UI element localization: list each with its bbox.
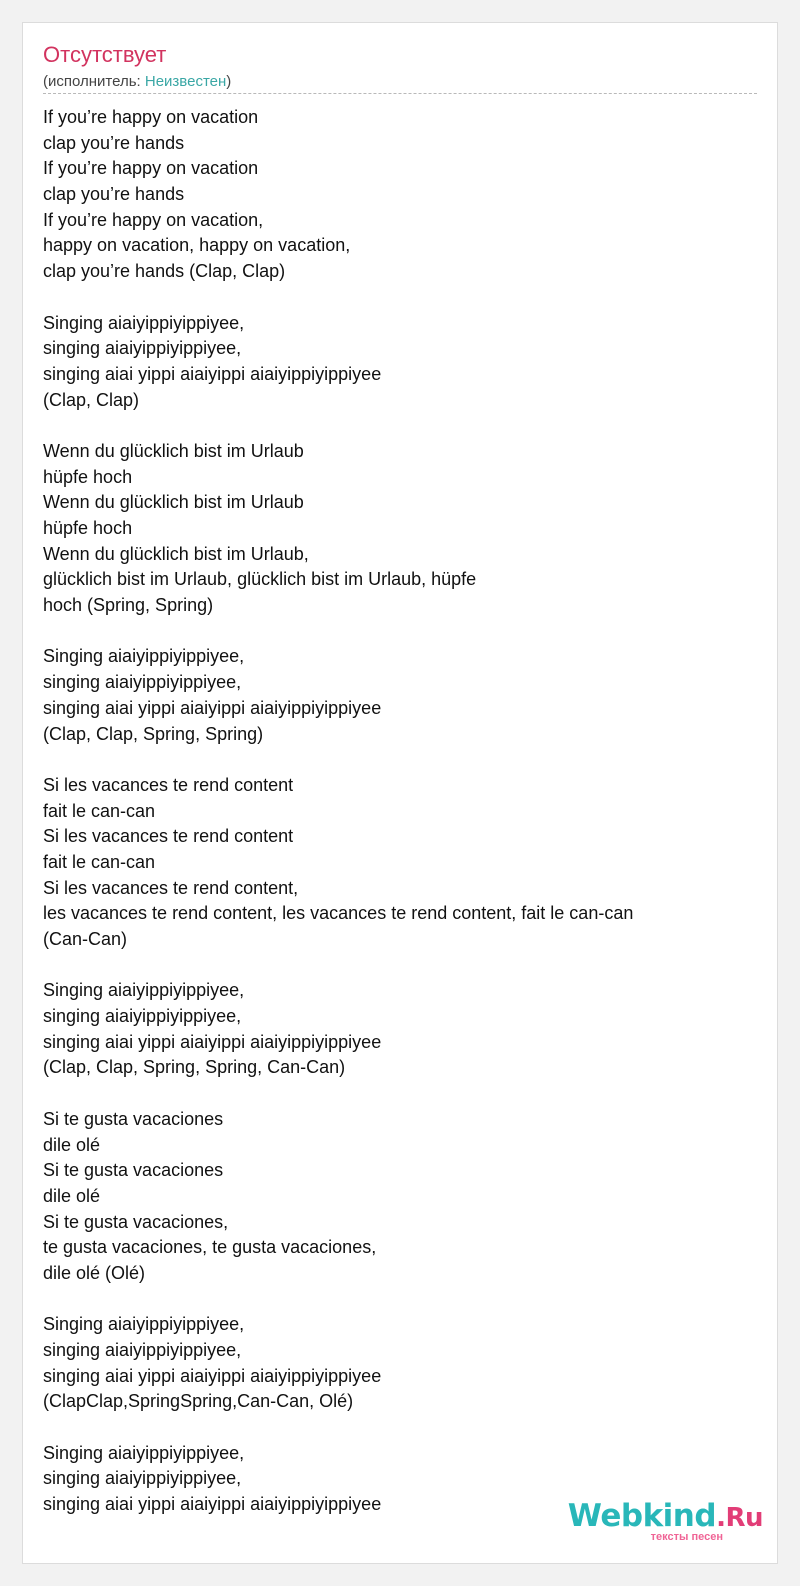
artist-suffix: ) xyxy=(226,73,232,90)
lyric-line: glücklich bist im Urlaub, glücklich bist im Urlaub, hüpfe xyxy=(43,569,477,590)
lyric-line: happy on vacation, happy on vacation, xyxy=(43,235,351,256)
lyric-line: (Clap, Clap, Spring, Spring, Can-Can) xyxy=(43,1057,346,1078)
lyric-line: singing aiai yippi aiaiyippi aiaiyippiyippiyee xyxy=(43,1494,382,1515)
lyric-line: Singing aiaiyippiyippiyee, xyxy=(43,980,245,1001)
lyric-line: singing aiaiyippiyippiyee, xyxy=(43,1340,242,1360)
stanza-break xyxy=(43,747,759,773)
lyric-line: Si te gusta vacaciones xyxy=(43,1108,224,1129)
stanza-break xyxy=(43,619,759,645)
lyric-line: Singing aiaiyippiyippiyee, xyxy=(43,1442,245,1463)
lyric-line: Si les vacances te rend content xyxy=(43,826,294,847)
lyric-line: les vacances te rend content, les vacances te rend content, fait le can-can xyxy=(43,903,634,924)
lyric-line: singing aiaiyippiyippiyee, xyxy=(43,1006,242,1027)
lyric-line: (Clap, Clap, Spring, Spring) xyxy=(43,723,264,744)
stanza-break xyxy=(43,953,759,979)
lyric-line: dile olé (Olé) xyxy=(43,1262,146,1283)
lyric-line: If you’re happy on vacation xyxy=(43,158,259,179)
stanza-break xyxy=(43,413,759,439)
artist-line xyxy=(43,73,231,91)
lyric-line: clap you’re hands xyxy=(43,132,185,153)
lyric-line: If you’re happy on vacation xyxy=(43,107,259,127)
lyrics-text xyxy=(43,105,759,1518)
lyric-line: If you’re happy on vacation, xyxy=(43,209,264,230)
lyric-line: Singing aiaiyippiyippiyee, xyxy=(43,646,245,667)
lyric-line: (ClapClap,SpringSpring,Can-Can, Olé) xyxy=(43,1391,354,1412)
lyric-line: singing aiai yippi aiaiyippi aiaiyippiyippiyee xyxy=(43,697,382,718)
song-title: Отсутствует xyxy=(43,42,167,67)
lyric-line: Wenn du glücklich bist im Urlaub, xyxy=(43,543,309,564)
lyric-line: singing aiai yippi aiaiyippi aiaiyippiyippiyee xyxy=(43,1365,382,1386)
artist-prefix: (исполнитель: xyxy=(43,73,145,90)
lyric-line: singing aiai yippi aiaiyippi aiaiyippiyippiyee xyxy=(43,363,382,384)
lyric-line: Singing aiaiyippiyippiyee, xyxy=(43,312,245,333)
lyric-line: dile olé xyxy=(43,1185,101,1206)
lyric-line: singing aiaiyippiyippiyee, xyxy=(43,338,242,359)
lyric-line: Si les vacances te rend content, xyxy=(43,877,299,898)
stanza-break xyxy=(43,1287,759,1313)
lyric-line: clap you’re hands xyxy=(43,184,185,205)
lyric-line: te gusta vacaciones, te gusta vacaciones, xyxy=(43,1237,377,1258)
divider xyxy=(43,93,757,94)
logo-tld: .Ru xyxy=(716,1503,763,1533)
lyric-line: Si te gusta vacaciones, xyxy=(43,1211,229,1232)
lyric-line: fait le can-can xyxy=(43,800,156,821)
lyric-line: Wenn du glücklich bist im Urlaub xyxy=(43,440,304,461)
logo-name: Webkind xyxy=(567,1498,717,1534)
lyric-line: Si les vacances te rend content xyxy=(43,774,294,795)
artist-link[interactable]: Неизвестен xyxy=(144,73,227,90)
lyric-line: hüpfe hoch xyxy=(43,466,133,487)
lyric-line: Wenn du glücklich bist im Urlaub xyxy=(43,492,304,513)
lyric-line: clap you’re hands (Clap, Clap) xyxy=(43,261,286,282)
lyric-line: hüpfe hoch xyxy=(43,518,133,538)
stanza-break xyxy=(43,1081,759,1107)
logo-tagline: тексты песен xyxy=(650,1531,723,1543)
stanza-break xyxy=(43,1415,759,1441)
lyric-line: fait le can-can xyxy=(43,851,156,872)
lyric-line: singing aiaiyippiyippiyee, xyxy=(43,672,242,693)
lyric-line: hoch (Spring, Spring) xyxy=(43,595,214,616)
lyric-line: singing aiai yippi aiaiyippi aiaiyippiyippiyee xyxy=(43,1031,382,1052)
stanza-break xyxy=(43,285,759,311)
lyric-line: singing aiaiyippiyippiyee, xyxy=(43,1468,242,1489)
logo-wordmark xyxy=(568,1499,763,1535)
lyric-line: Singing aiaiyippiyippiyee, xyxy=(43,1314,245,1335)
lyric-line: (Can-Can) xyxy=(43,929,128,949)
lyric-line: (Clap, Clap) xyxy=(43,389,140,410)
lyric-line: dile olé xyxy=(43,1134,101,1155)
site-logo[interactable] xyxy=(563,1499,763,1543)
lyrics-card xyxy=(22,22,778,1564)
lyric-line: Si te gusta vacaciones xyxy=(43,1160,224,1181)
